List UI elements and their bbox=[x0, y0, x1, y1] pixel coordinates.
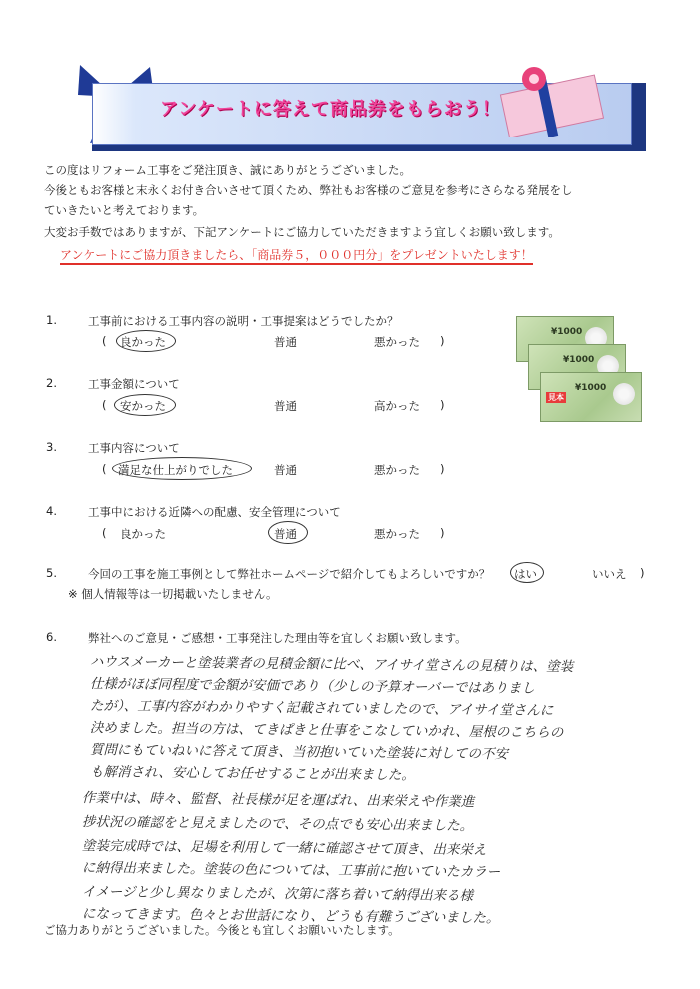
option-expensive[interactable]: 高かった bbox=[374, 399, 420, 413]
flower-icon bbox=[613, 383, 635, 405]
handwritten-line: たが）、工事内容がわかりやすく記載されていましたので、アイサイ堂さんに bbox=[89, 698, 554, 719]
option-normal[interactable]: 普通 bbox=[274, 527, 297, 541]
present-text: アンケートにご協力頂きましたら、「商品券５，０００円分」をプレゼントいたします！ bbox=[60, 248, 533, 262]
option-yes[interactable]: はい bbox=[514, 567, 537, 581]
question-number: 1. bbox=[46, 313, 57, 327]
paren-open: ( bbox=[102, 526, 107, 540]
paren-close: ) bbox=[440, 462, 445, 476]
voucher-amount: ¥1000 bbox=[551, 327, 583, 337]
paren-open: ( bbox=[102, 398, 107, 412]
question-number: 2. bbox=[46, 376, 57, 390]
voucher-amount: ¥1000 bbox=[563, 355, 595, 365]
intro-line-1: この度はリフォーム工事をご発注頂き、誠にありがとうございました。 bbox=[44, 163, 411, 177]
option-good[interactable]: 良かった bbox=[120, 527, 166, 541]
paren-open: ( bbox=[102, 334, 107, 348]
question-number: 6. bbox=[46, 630, 57, 644]
intro-line-2: 今後ともお客様と末永くお付き合いさせて頂くため、弊社もお客様のご意見を参考にさらなる発展をし bbox=[44, 183, 573, 197]
banner-title: アンケートに答えて商品券をもらおう！ bbox=[160, 99, 501, 120]
present-underline bbox=[60, 263, 533, 265]
option-bad[interactable]: 悪かった bbox=[374, 527, 420, 541]
question-text: 工事中における近隣への配慮、安全管理について bbox=[88, 505, 341, 519]
present-announcement bbox=[60, 246, 533, 263]
gift-voucher-image bbox=[516, 316, 642, 422]
handwritten-line: 質問にもていねいに答えて頂き、当初抱いていた塗装に対しての不安 bbox=[89, 742, 509, 763]
handwritten-line: イメージと少し異なりましたが、次第に落ち着いて納得出来る様 bbox=[81, 884, 474, 905]
header-banner bbox=[60, 55, 608, 150]
paren-close: ) bbox=[640, 566, 645, 580]
option-normal[interactable]: 普通 bbox=[274, 399, 297, 413]
option-normal[interactable]: 普通 bbox=[274, 463, 297, 477]
option-normal[interactable]: 普通 bbox=[274, 335, 297, 349]
handwritten-line: 捗状況の確認をと見えましたので、その点でも安心出来ました。 bbox=[81, 814, 474, 835]
handwritten-line: 決めました。担当の方は、てきぱきと仕事をこなしていかれ、屋根のこちらの bbox=[89, 720, 564, 741]
handwritten-line: 仕様がほぼ同程度で金額が安価であり（少しの予算オーバーではありまし bbox=[89, 676, 535, 697]
question-text: 工事内容について bbox=[88, 441, 180, 455]
question-text: 弊社へのご意見・ご感想・工事発注した理由等を宜しくお願い致します。 bbox=[88, 631, 467, 645]
handwritten-line: ハウスメーカーと塗装業者の見積金額に比べ、アイサイ堂さんの見積りは、塗装 bbox=[89, 654, 574, 676]
question-text: 工事金額について bbox=[88, 377, 180, 391]
intro-line-4: 大変お手数ではありますが、下記アンケートにご協力していただきますよう宜しくお願い致します。 bbox=[44, 225, 560, 239]
question-text: 今回の工事を施工事例として弊社ホームページで紹介してもよろしいですか？ bbox=[88, 567, 491, 581]
privacy-note: ※ 個人情報等は一切掲載いたしません。 bbox=[68, 587, 278, 601]
intro-line-3: ていきたいと考えております。 bbox=[44, 203, 205, 217]
option-no[interactable]: いいえ bbox=[592, 567, 627, 581]
question-number: 5. bbox=[46, 566, 57, 580]
question-text: 工事前における工事内容の説明・工事提案はどうでしたか？ bbox=[88, 314, 399, 328]
gift-box-icon bbox=[490, 57, 610, 137]
handwritten-line: に納得出来ました。塗装の色については、工事前に抱いていたカラー bbox=[81, 860, 501, 881]
handwritten-line: になってきます。色々とお世話になり、どうも有難うございました。 bbox=[81, 906, 500, 927]
handwritten-line: 塗装完成時では、足場を利用して一緒に確認させて頂き、出来栄え bbox=[81, 838, 487, 859]
paren-open: ( bbox=[102, 462, 107, 476]
option-good[interactable]: 良かった bbox=[120, 335, 166, 349]
paren-close: ) bbox=[440, 334, 445, 348]
option-satisfied[interactable]: 満足な仕上がりでした bbox=[118, 463, 233, 477]
voucher-amount: ¥1000 bbox=[575, 383, 607, 393]
option-bad[interactable]: 悪かった bbox=[374, 463, 420, 477]
handwritten-line: も解消され、安心してお任せすることが出来ました。 bbox=[89, 764, 415, 784]
option-bad[interactable]: 悪かった bbox=[374, 335, 420, 349]
sample-stamp: 見本 bbox=[548, 393, 564, 402]
paren-close: ) bbox=[440, 398, 445, 412]
handwritten-line: 作業中は、時々、監督、社長様が足を運ばれ、出来栄えや作業進 bbox=[81, 790, 475, 811]
closing-message: ご協力ありがとうございました。今後とも宜しくお願いいたします。 bbox=[44, 923, 400, 937]
question-number: 3. bbox=[46, 440, 57, 454]
option-cheap[interactable]: 安かった bbox=[120, 399, 166, 413]
paren-close: ) bbox=[440, 526, 445, 540]
question-number: 4. bbox=[46, 504, 57, 518]
